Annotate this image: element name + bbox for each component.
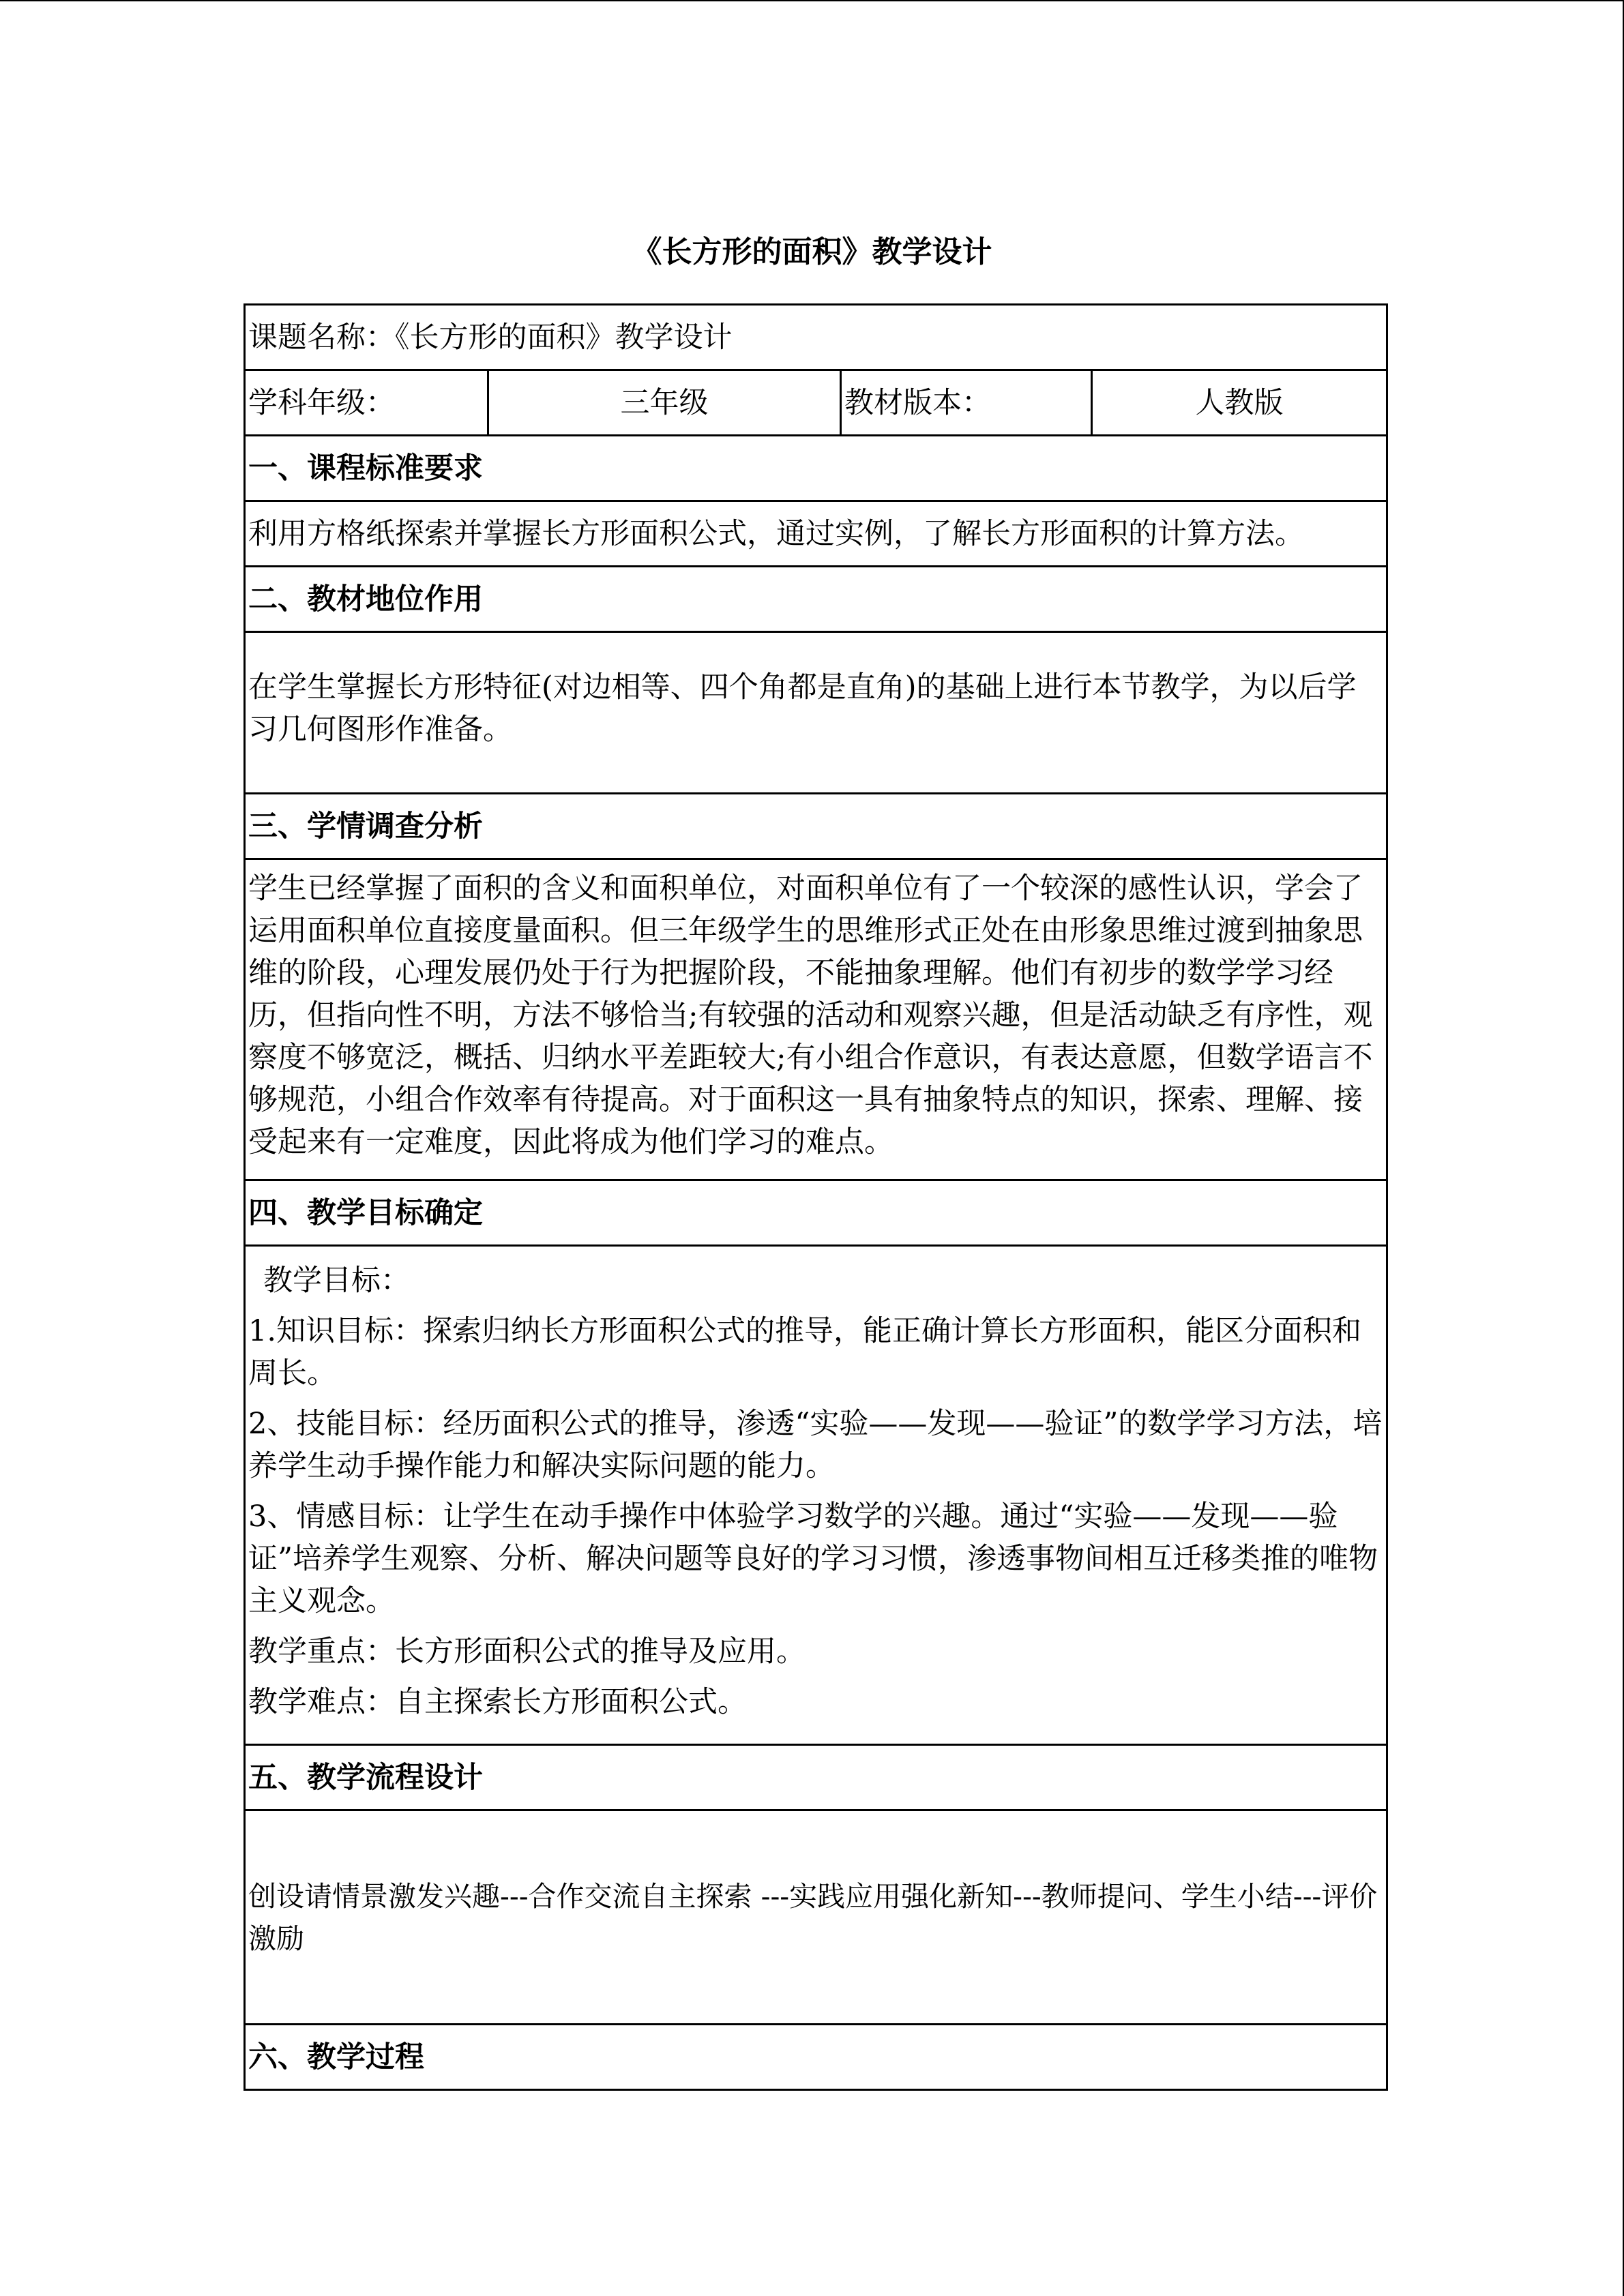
section-4-heading: 四、教学目标确定 bbox=[245, 1180, 1387, 1246]
page-border-top bbox=[0, 0, 1624, 1]
section-body-row bbox=[245, 1810, 1387, 2025]
section-2-paragraph: 在学生掌握长方形特征(对边相等、四个角都是直角)的基础上进行本节教学，为以后学习几何图形作准备。 bbox=[248, 670, 1357, 747]
teaching-focus: 教学重点：长方形面积公式的推导及应用。 bbox=[248, 1634, 806, 1669]
section-heading-row bbox=[245, 2025, 1387, 2090]
section-body-row bbox=[245, 1246, 1387, 1745]
section-3-heading: 三、学情调查分析 bbox=[245, 794, 1387, 859]
section-4-body bbox=[245, 1246, 1387, 1745]
section-3-paragraph: 学生已经掌握了面积的含义和面积单位，对面积单位有了一个较深的感性认识，学会了运用面积单位直接度量面积。但三年级学生的思维形式正处在由形象思维过渡到抽象思维的阶段，心理发展仍处于行为把握阶段，不能抽象理解。他们有初步的数学学习经历，但指向性不明，方法不够恰当;有较强的活动和观察兴趣，但是活动缺乏有序性，观察度不够宽泛，概括、归纳水平差距较大;有小组合作意识，有表达意愿，但数学语言不够规范，小组合作效率有待提高。对于面积这一具有抽象特点的知识，探索、理解、接受起来有一定难度，因此将成为他们学习的难点。 bbox=[248, 871, 1373, 1159]
section-heading-row bbox=[245, 567, 1387, 632]
section-heading-row bbox=[245, 1745, 1387, 1810]
section-body-row bbox=[245, 501, 1387, 567]
grade-label: 学科年级： bbox=[245, 370, 488, 436]
section-2-body bbox=[245, 632, 1387, 794]
skill-objective: 2、技能目标：经历面积公式的推导，渗透“实验——发现——验证”的数学学习方法，培养学生动手操作能力和解决实际问题的能力。 bbox=[248, 1406, 1383, 1483]
section-3-body bbox=[245, 859, 1387, 1180]
topic-row bbox=[245, 305, 1387, 370]
emotion-objective: 3、情感目标：让学生在动手操作中体验学习数学的兴趣。通过“实验——发现——验证”培养学生观察、分析、解决问题等良好的学习习惯，渗透事物间相互迁移类推的唯物主义观念。 bbox=[248, 1499, 1378, 1618]
section-heading-row bbox=[245, 436, 1387, 501]
knowledge-objective: 1.知识目标：探索归纳长方形面积公式的推导，能正确计算长方形面积，能区分面积和周长。 bbox=[248, 1313, 1362, 1390]
section-6-heading: 六、教学过程 bbox=[245, 2025, 1387, 2090]
section-1-body bbox=[245, 501, 1387, 567]
topic-label: 课题名称： bbox=[248, 320, 395, 355]
section-5-body bbox=[245, 1810, 1387, 2025]
section-5-heading: 五、教学流程设计 bbox=[245, 1745, 1387, 1810]
topic-value: 《长方形的面积》教学设计 bbox=[395, 320, 733, 355]
section-body-row bbox=[245, 632, 1387, 794]
section-1-paragraph: 利用方格纸探索并掌握长方形面积公式，通过实例，了解长方形面积的计算方法。 bbox=[248, 516, 1304, 551]
grade-edition-row bbox=[245, 370, 1387, 436]
teaching-flow-text: 创设请情景激发兴趣---合作交流自主探索 ---实践应用强化新知---教师提问、学生小结---评价激励 bbox=[248, 1879, 1378, 1955]
topic-cell bbox=[245, 305, 1387, 370]
document-title: 《长方形的面积》教学设计 bbox=[632, 235, 992, 269]
edition-label: 教材版本： bbox=[841, 370, 1092, 436]
edition-value: 人教版 bbox=[1092, 370, 1387, 436]
section-2-heading: 二、教材地位作用 bbox=[245, 567, 1387, 632]
section-heading-row bbox=[245, 794, 1387, 859]
section-heading-row bbox=[245, 1180, 1387, 1246]
section-body-row bbox=[245, 859, 1387, 1180]
section-1-heading: 一、课程标准要求 bbox=[245, 436, 1387, 501]
objectives-intro: 教学目标： bbox=[263, 1263, 410, 1298]
teaching-difficulty: 教学难点：自主探索长方形面积公式。 bbox=[248, 1684, 747, 1719]
grade-value: 三年级 bbox=[488, 370, 841, 436]
lesson-plan-table bbox=[243, 303, 1388, 2091]
